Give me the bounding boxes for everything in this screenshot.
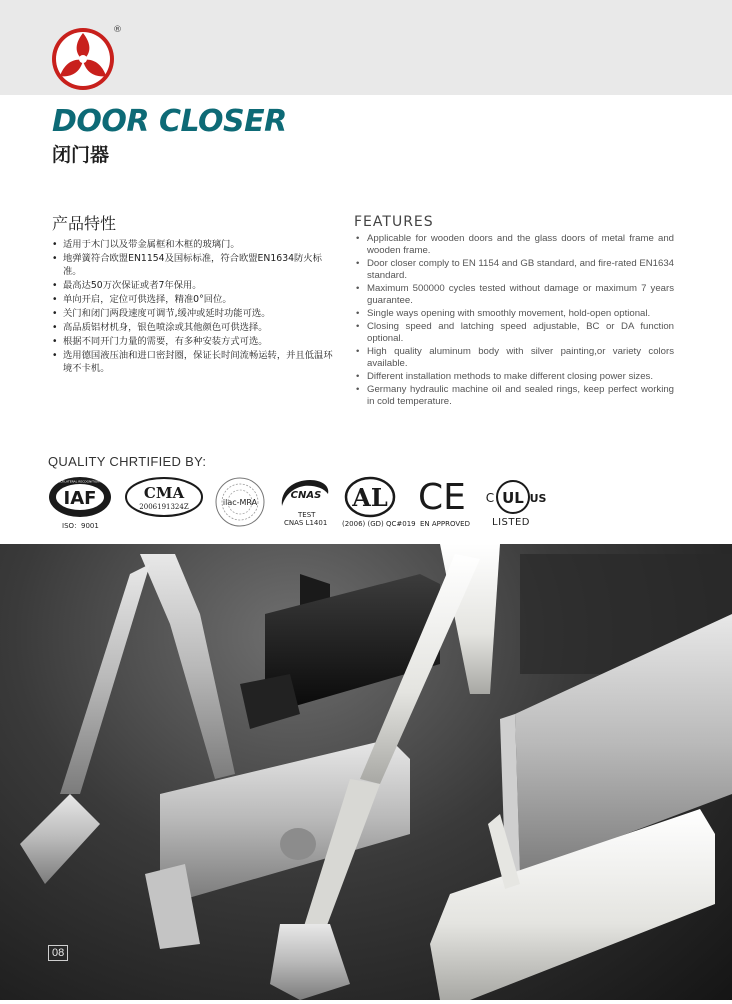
iaf-ring-text: MEMBER OF MULTILATERAL RECOGNITION ARRANGEMENT (36, 479, 124, 484)
ilac-logo-icon (214, 476, 266, 528)
list-item: • 根据不同开门力量的需要，有多种安装方式可选。 (52, 335, 334, 348)
features-list (356, 233, 674, 409)
list-item: • 地弹簧符合欧盟EN1154及国标标准，符合欧盟EN1634防火标准。 (52, 252, 334, 278)
list-item: • 选用德国液压油和进口密封圈，保证长时间流畅运转，并且低温环境不卡机。 (52, 349, 334, 375)
page-number: 08 (48, 945, 68, 961)
features-heading: FEATURES (354, 214, 434, 230)
list-item: • High quality aluminum body with silver painting,or variety colors available. (356, 346, 674, 370)
cnas-caption-test: TEST (298, 511, 316, 519)
al-mark: AL (352, 483, 388, 512)
features-heading-chinese: 产品特性 (52, 214, 117, 233)
cnas-caption: CNAS L1401 (284, 519, 328, 527)
ul-caption: LISTED (492, 517, 530, 528)
al-logo-icon (344, 476, 396, 518)
product-photo (0, 544, 732, 1000)
cnas-logo-icon (276, 476, 332, 512)
list-item: • Door closer comply to EN 1154 and GB standard, and fire-rated EN1634 standard. (356, 258, 674, 282)
list-item: • 适用于木门以及带金属框和木框的玻璃门。 (52, 238, 334, 251)
company-logo-icon (50, 26, 116, 92)
list-item: • 关门和闭门两段速度可调节,缓冲或延时功能可选。 (52, 307, 334, 320)
list-item: • Applicable for wooden doors and the glass doors of metal frame and wooden frame. (356, 233, 674, 257)
ul-mark: UL (502, 489, 524, 507)
ce-logo-icon (414, 476, 470, 516)
cnas-mark: CNAS (290, 490, 322, 501)
list-item: • Single ways opening with smoothly movement, hold-open optional. (356, 308, 674, 320)
features-list-chinese (52, 238, 334, 376)
iaf-logo-icon (36, 476, 124, 518)
cma-number: 2006191324Z (139, 503, 189, 511)
iaf-mark: IAF (63, 488, 97, 509)
iaf-caption: ISO：9001 (62, 522, 99, 530)
cma-mark: CMA (143, 484, 185, 502)
list-item: • Different installation methods to make different closing power sizes. (356, 371, 674, 383)
al-caption: (2006) (GD) QC#019 (342, 520, 416, 528)
door-closer-illustration-icon (0, 544, 732, 1000)
list-item: • 最高达50万次保证或者7年保用。 (52, 279, 334, 292)
list-item: • 单向开启，定位可供选择，精准0°回位。 (52, 293, 334, 306)
registered-mark: ® (113, 25, 122, 35)
list-item: • Germany hydraulic machine oil and sealed rings, keep perfect working in cold temperature. (356, 384, 674, 408)
ce-mark: CE (418, 477, 466, 518)
list-item: • Closing speed and latching speed adjustable, BC or DA function optional. (356, 321, 674, 345)
ul-mark-left: C (485, 491, 495, 505)
ul-mark-right: US (529, 492, 547, 505)
list-item: • 高品质铝材机身，银色喷涂或其他颜色可供选择。 (52, 321, 334, 334)
ul-logo-icon (482, 476, 548, 516)
ce-caption: EN APPROVED (420, 520, 470, 528)
page-title: DOOR CLOSER (52, 104, 287, 139)
ilac-mark: ilac-MRA (222, 498, 258, 507)
cma-logo-icon (124, 476, 204, 518)
page-title-chinese: 闭门器 (52, 144, 110, 166)
certifications-heading: QUALITY CHRTIFIED BY: (48, 454, 207, 469)
list-item: • Maximum 500000 cycles tested without damage or maximum 7 years guarantee. (356, 283, 674, 307)
